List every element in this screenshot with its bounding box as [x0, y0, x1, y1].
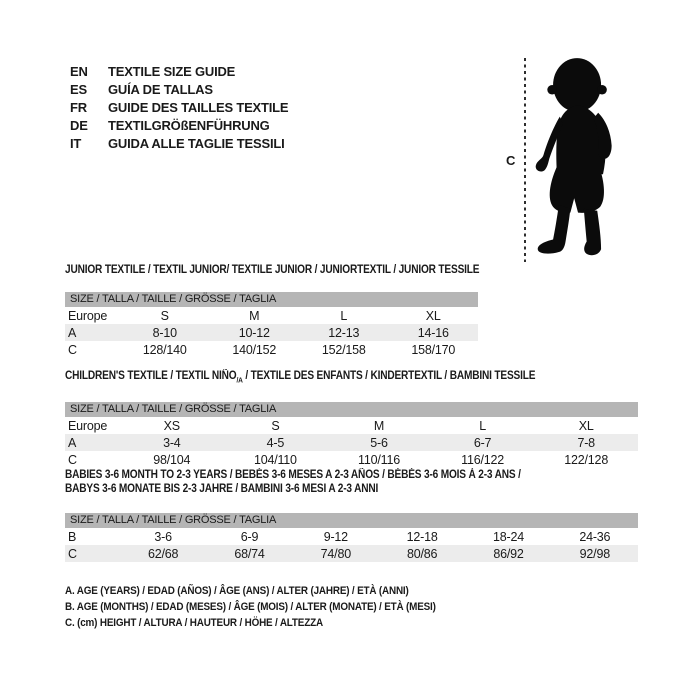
- babies-size-table: [65, 513, 638, 562]
- section-babies: [65, 468, 638, 562]
- language-row: [70, 117, 288, 135]
- size-cell: 8-10: [152, 325, 177, 340]
- section-junior: [65, 263, 478, 358]
- section-title-text: / TEXTILE DES ENFANTS / KINDERTEXTIL / BAMBINI TESSILE: [242, 370, 536, 382]
- footnote-line: B. AGE (MONTHS) / EDAD (MESES) / ÂGE (MOIS) / ALTER (MONATE) / ETÀ (MESI): [65, 601, 436, 613]
- table-row: [65, 417, 638, 434]
- language-row: [70, 63, 288, 81]
- size-cell: 3-6: [154, 529, 172, 544]
- size-cell: 6-9: [240, 529, 259, 544]
- size-cell: 68/74: [234, 546, 265, 561]
- size-cell: 12-18: [406, 529, 438, 544]
- table-row: [65, 434, 638, 451]
- footnotes: [65, 583, 477, 631]
- size-cell: 4-5: [266, 435, 285, 450]
- size-cell: 6-7: [473, 435, 492, 450]
- language-row: [70, 81, 288, 99]
- size-cell: 140/152: [232, 342, 277, 357]
- language-label: TEXTILE SIZE GUIDE: [108, 64, 236, 79]
- size-cell: 5-6: [370, 435, 388, 450]
- table-row: [65, 307, 478, 324]
- size-cell: M: [249, 308, 260, 323]
- table-row: [65, 545, 638, 562]
- language-label: TEXTILGRÖßENFÜHRUNG: [108, 118, 270, 133]
- size-cell: 128/140: [142, 342, 187, 357]
- size-cell: 9-12: [323, 529, 348, 544]
- height-measure-label: C: [506, 153, 516, 168]
- language-code: FR: [70, 100, 87, 115]
- language-code: DE: [70, 118, 88, 133]
- size-cell: 74/80: [320, 546, 351, 561]
- table-row: [65, 451, 638, 468]
- row-label: A: [68, 325, 77, 340]
- row-label: Europe: [68, 418, 108, 433]
- language-row: [70, 99, 288, 117]
- size-cell: 122/128: [564, 452, 609, 467]
- table-header-bar: SIZE / TALLA / TAILLE / GRÖSSE / TAGLIA: [65, 513, 638, 528]
- size-cell: 152/158: [321, 342, 366, 357]
- table-row: [65, 324, 478, 341]
- row-label: C: [68, 342, 77, 357]
- section-title-text: CHILDREN'S TEXTILE / TEXTIL NIÑO: [65, 370, 237, 382]
- size-cell: 116/122: [461, 452, 504, 467]
- size-cell: S: [271, 418, 280, 433]
- junior-size-table: [65, 292, 478, 358]
- row-label: C: [68, 452, 77, 467]
- section-children: [65, 369, 638, 468]
- section-title-text: BABIES 3-6 MONTH TO 2-3 YEARS / BEBÉS 3-6 MESES A 2-3 AÑOS / BÉBÉS 3-6 MOIS À 2-3 ANS /: [65, 469, 521, 481]
- size-cell: 110/116: [358, 452, 400, 467]
- size-cell: 80/86: [407, 546, 438, 561]
- height-measure-line: [524, 58, 526, 262]
- language-list: [70, 63, 288, 153]
- size-cell: 92/98: [579, 546, 610, 561]
- size-cell: L: [340, 308, 348, 323]
- row-label: C: [68, 546, 77, 561]
- language-label: GUÍA DE TALLAS: [108, 82, 213, 97]
- size-cell: 3-4: [163, 435, 181, 450]
- size-cell: 104/110: [253, 452, 297, 467]
- baby-silhouette-icon: [531, 55, 627, 257]
- row-label: Europe: [68, 308, 108, 323]
- row-label: B: [68, 529, 77, 544]
- children-size-table: [65, 402, 638, 468]
- size-cell: M: [373, 418, 385, 433]
- size-cell: 158/170: [411, 342, 456, 357]
- size-cell: S: [160, 308, 169, 323]
- size-cell: 7-8: [577, 435, 595, 450]
- section-title-text: BABYS 3-6 MONATE BIS 2-3 JAHRE / BAMBINI 3-6 MESI A 2-3 ANNI: [65, 483, 379, 495]
- size-cell: 24-36: [579, 529, 611, 544]
- size-cell: 86/92: [493, 546, 524, 561]
- row-label: A: [68, 435, 77, 450]
- language-label: GUIDE DES TAILLES TEXTILE: [108, 100, 289, 115]
- size-cell: 18-24: [492, 529, 524, 544]
- size-cell: 10-12: [238, 325, 270, 340]
- size-cell: XL: [425, 308, 441, 323]
- size-cell: XS: [163, 418, 180, 433]
- footnote-line: A. AGE (YEARS) / EDAD (AÑOS) / ÂGE (ANS) / ALTER (JAHRE) / ETÀ (ANNI): [65, 585, 409, 597]
- size-cell: 14-16: [417, 325, 449, 340]
- section-children-title: [65, 369, 569, 387]
- baby-figure: [495, 45, 655, 275]
- language-label: GUIDA ALLE TAGLIE TESSILI: [108, 136, 285, 151]
- language-row: [70, 135, 288, 153]
- size-cell: L: [479, 418, 486, 433]
- table-header-bar: SIZE / TALLA / TAILLE / GRÖSSE / TAGLIA: [65, 402, 638, 417]
- size-cell: XL: [578, 418, 594, 433]
- size-cell: 62/68: [148, 546, 179, 561]
- footnote-line: C. (cm) HEIGHT / ALTURA / HAUTEUR / HÖHE / ALTEZZA: [65, 617, 323, 629]
- size-cell: 98/104: [153, 452, 191, 467]
- table-row: [65, 528, 638, 545]
- section-title-text: /A: [236, 375, 243, 385]
- table-header-bar: SIZE / TALLA / TAILLE / GRÖSSE / TAGLIA: [65, 292, 478, 307]
- language-code: EN: [70, 64, 88, 79]
- language-code: IT: [70, 136, 82, 151]
- language-code: ES: [70, 82, 87, 97]
- section-babies-title: [65, 468, 569, 496]
- section-title-text: JUNIOR TEXTILE / TEXTIL JUNIOR/ TEXTILE JUNIOR / JUNIORTEXTIL / JUNIOR TESSILE: [65, 264, 480, 276]
- table-row: [65, 341, 478, 358]
- size-cell: 12-13: [328, 325, 360, 340]
- section-junior-title: [65, 263, 480, 277]
